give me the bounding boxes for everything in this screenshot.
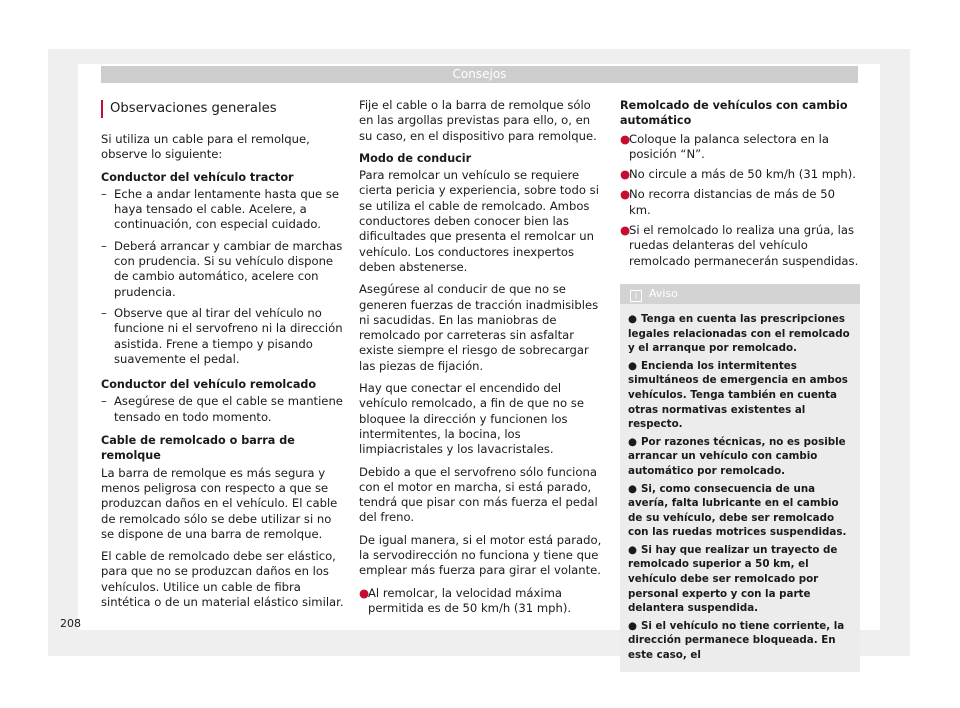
list-item: ● Encienda los intermitentes simultáneos de emergencia en ambos vehículos. Tenga también en cuenta otras normativas existentes al respecto. bbox=[628, 359, 848, 431]
list-item: – Asegúrese de que el cable se mantiene tensado en todo momento. bbox=[101, 394, 343, 424]
subheading-modo: Modo de conducir bbox=[359, 151, 472, 165]
paragraph: Para remolcar un vehículo se requiere cierta pericia y experiencia, sobre todo si se utiliza el cable de remolcado. Ambos conductores deben conocer bien las dificultades que presenta el remolcar un vehículo. Los conductores inexpertos deben abstenerse. bbox=[359, 168, 599, 274]
list-item: ● Al remolcar, la velocidad máxima permitida es de 50 km/h (31 mph). bbox=[359, 585, 572, 615]
list-item: ● Coloque la palanca selectora en la posición “N”. bbox=[620, 131, 829, 161]
list-item: ● Si, como consecuencia de una avería, falta lubricante en el cambio de su vehículo, debe ser remolcado con las ruedas motrices suspendidas. bbox=[628, 482, 847, 539]
subheading-cable: Cable de remolcado o barra de remolque bbox=[101, 434, 295, 463]
subheading-automatico: Remolcado de vehículos con cambio automático bbox=[620, 99, 848, 128]
list-item: ● Si hay que realizar un trayecto de remolcado superior a 50 km, el vehículo debe ser remolcado por personal experto y con la parte delantera suspendida. bbox=[628, 543, 838, 615]
list-item: – Observe que al tirar del vehículo no funcione ni el servofreno ni la dirección asistida. Frene a tiempo y pisando suavemente el pedal. bbox=[101, 305, 343, 366]
paragraph: La barra de remolque es más segura y menos peligrosa con respecto a que se produzcan daños en el vehículo. El cable de remolcado sólo se debe utilizar si no se dispone de una barra de remolque. bbox=[101, 465, 338, 541]
page-number: 208 bbox=[60, 617, 81, 630]
section-title: Observaciones generales bbox=[101, 100, 347, 118]
list-item: – Eche a andar lentamente hasta que se haya tensado el cable. Acelere, a continuación, con especial cuidado. bbox=[101, 186, 340, 232]
intro-paragraph: Si utiliza un cable para el remolque, observe lo siguiente: bbox=[101, 132, 310, 162]
paragraph: Debido a que el servofreno sólo funciona con el motor en marcha, si está parado, tendrá que pisar con más fuerza el pedal del freno. bbox=[359, 464, 598, 525]
paragraph: Asegúrese al conducir de que no se generen fuerzas de tracción inadmisibles ni sacudidas. En las maniobras de remolcado por carreteras sin asfaltar existe siempre el riesgo de sobrecargar las piezas de fijación. bbox=[359, 282, 599, 373]
list-item: ● No recorra distancias de más de 50 km. bbox=[620, 187, 835, 217]
list-item: ● No circule a más de 50 km/h (31 mph). bbox=[620, 167, 856, 182]
column-left bbox=[101, 88, 347, 617]
list-item: ● Si el vehículo no tiene corriente, la dirección permanece bloqueada. En este caso, el bbox=[628, 619, 845, 662]
aviso-body bbox=[620, 304, 860, 672]
paragraph: Hay que conectar el encendido del vehículo remolcado, a fin de que no se bloquee la dirección y funcionen los intermitentes, la bocina, los limpiacristales y los lavacristales. bbox=[359, 381, 584, 457]
list-item: ● Por razones técnicas, no es posible arrancar un vehículo con cambio automático por remolcado. bbox=[628, 435, 846, 477]
list-item: ● Tenga en cuenta las prescripciones legales relacionadas con el remolcado y el arranque por remolcado. bbox=[628, 312, 850, 355]
list-item: – Deberá arrancar y cambiar de marchas con prudencia. Si su vehículo dispone de cambio automático, acelere con prudencia. bbox=[101, 238, 343, 299]
paragraph: Fije el cable o la barra de remolque sólo en las argollas previstas para ello, o, en su caso, en el dispositivo para remolque. bbox=[359, 98, 597, 143]
column-middle bbox=[359, 98, 602, 621]
subheading-remolcado: Conductor del vehículo remolcado bbox=[101, 378, 317, 392]
aviso-header bbox=[620, 284, 860, 304]
paragraph: De igual manera, si el motor está parado, la servodirección no funciona y tiene que emplear más fuerza para girar el volante. bbox=[359, 532, 602, 578]
list-item: ● Si el remolcado lo realiza una grúa, las ruedas delanteras del vehículo remolcado permanecerán suspendidas. bbox=[620, 223, 859, 268]
aviso-box bbox=[620, 284, 860, 672]
aviso-title: Aviso bbox=[649, 286, 678, 300]
info-icon: i bbox=[630, 290, 642, 302]
paragraph: El cable de remolcado debe ser elástico, para que no se produzcan daños en los vehículos. Utilice un cable de fibra sintética o de un material elástico similar. bbox=[101, 549, 344, 610]
chapter-header: Consejos bbox=[101, 66, 858, 83]
column-right bbox=[620, 98, 860, 672]
subheading-tractor: Conductor del vehículo tractor bbox=[101, 170, 294, 184]
